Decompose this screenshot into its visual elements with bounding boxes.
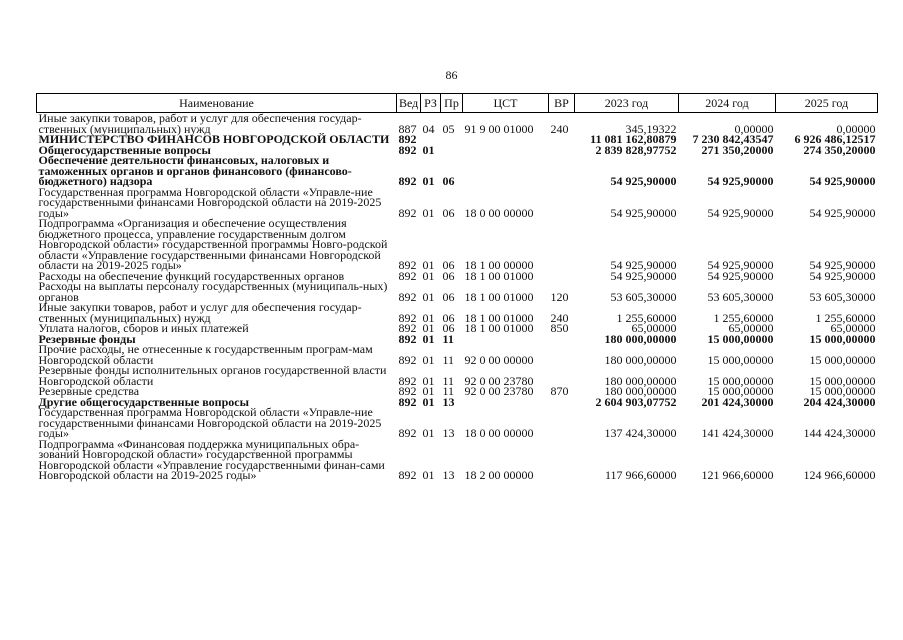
row-pr: 06 [442, 258, 455, 272]
row-vr [549, 271, 575, 282]
row-rz: 01 [422, 268, 435, 283]
row-vr [549, 344, 575, 365]
row-name: Обеспечение деятельности финансовых, налоговых и таможенных органов и органов финансового (финансово-бюджетного) надзора [38, 153, 352, 188]
column-header-2024: 2024 год [679, 94, 776, 113]
row-pr: 05 [442, 121, 455, 136]
page-number: 86 [445, 68, 458, 82]
row-cst: 92 0 00 23780 [464, 384, 534, 398]
column-header-cst: ЦСТ [463, 94, 549, 113]
row-amount-2024: 1 255,60000 [713, 310, 774, 325]
table-row [37, 155, 878, 187]
row-amount-2025: 204 424,30000 [803, 394, 876, 409]
row-name: Прочие расходы, не отнесенные к государственным програм-мам Новгородской области [38, 342, 373, 367]
table-row [37, 113, 878, 135]
row-amount-2025: 54 925,90000 [809, 174, 876, 188]
row-amount-2024: 54 925,90000 [707, 174, 774, 188]
row-pr: 06 [442, 268, 455, 283]
row-rz: 01 [422, 468, 435, 482]
row-amount-2024: 54 925,90000 [707, 258, 774, 272]
row-cst: 91 9 00 01000 [464, 121, 534, 136]
row-name: Расходы на обеспечение функций государственных органов [38, 268, 345, 283]
row-cst: 18 0 00 00000 [464, 205, 534, 220]
row-rz: 01 [422, 310, 435, 325]
row-amount-2023: 345,19322 [625, 121, 677, 136]
row-amount-2025: 1 255,60000 [815, 310, 876, 325]
row-name: МИНИСТЕРСТВО ФИНАНСОВ НОВГОРОДСКОЙ ОБЛАСТИ [38, 132, 390, 146]
column-header-2025: 2025 год [776, 94, 878, 113]
row-rz: 01 [422, 352, 435, 367]
row-amount-2023: 54 925,90000 [610, 258, 677, 272]
row-amount-2023: 137 424,30000 [604, 426, 677, 440]
column-header-ved: Вед [397, 94, 421, 113]
row-ved: 892 [398, 258, 417, 272]
row-amount-2023: 54 925,90000 [610, 205, 677, 220]
row-vr [549, 397, 575, 408]
row-vr: 240 [550, 310, 569, 325]
row-name: Иные закупки товаров, работ и услуг для обеспечения государ-ственных (муниципальных) нужд [38, 111, 362, 136]
row-name: Резервные фонды исполнительных органов государственной власти Новгородской области [38, 363, 387, 388]
row-amount-2023: 180 000,00000 [604, 384, 677, 398]
row-amount-2024: 15 000,00000 [707, 373, 774, 388]
row-vr [549, 218, 575, 271]
row-amount-2023: 54 925,90000 [610, 174, 677, 188]
row-cst: 92 0 00 00000 [464, 352, 534, 367]
row-ved: 887 [398, 121, 417, 136]
row-vr [549, 439, 575, 481]
row-ved: 892 [398, 310, 417, 325]
row-amount-2025: 15 000,00000 [809, 384, 876, 398]
row-ved: 892 [398, 205, 417, 220]
table-row [37, 281, 878, 302]
row-amount-2024: 53 605,30000 [707, 289, 774, 304]
row-amount-2025: 53 605,30000 [809, 289, 876, 304]
row-vr [549, 134, 575, 145]
row-name: Подпрограмма «Финансовая поддержка муниципальных обра-зований Новгородской области» государственной программы Новгородской области «Управление государственными финан-сами Новгородской области на 2019-2025 годы» [38, 436, 385, 482]
row-cst: 18 2 00 00000 [464, 468, 534, 482]
row-ved: 892 [398, 331, 417, 346]
row-pr: 13 [442, 426, 455, 440]
row-cst: 18 1 00 01000 [464, 310, 534, 325]
row-amount-2023: 180 000,00000 [604, 352, 677, 367]
column-header-pr: Пр [441, 94, 463, 113]
row-amount-2025: 15 000,00000 [809, 331, 876, 346]
row-rz: 01 [422, 394, 435, 409]
row-amount-2025: 274 350,20000 [803, 142, 876, 157]
row-pr: 13 [442, 468, 455, 482]
row-ved: 892 [398, 132, 417, 146]
row-amount-2025: 144 424,30000 [803, 426, 876, 440]
budget-table [36, 93, 878, 481]
row-rz: 01 [422, 321, 435, 335]
row-amount-2025: 65,00000 [830, 321, 876, 335]
row-amount-2023: 2 839 828,97752 [595, 142, 677, 157]
column-header-2023: 2023 год [575, 94, 679, 113]
row-cst: 92 0 00 23780 [464, 373, 534, 388]
row-vr [549, 334, 575, 345]
row-rz: 01 [422, 289, 435, 304]
row-amount-2023: 53 605,30000 [610, 289, 677, 304]
column-header-rz: РЗ [421, 94, 441, 113]
row-pr: 06 [442, 174, 455, 188]
row-amount-2025: 6 926 486,12517 [794, 132, 876, 146]
table-header-row [37, 94, 878, 113]
row-name: Резервные средства [38, 384, 140, 398]
row-amount-2025: 0,00000 [836, 121, 876, 136]
row-rz: 01 [422, 142, 435, 157]
row-amount-2024: 54 925,90000 [707, 268, 774, 283]
row-amount-2023: 11 081 162,80879 [590, 132, 677, 146]
row-name: Другие общегосударственные вопросы [38, 394, 249, 409]
row-cst: 18 1 00 01000 [464, 289, 534, 304]
row-pr: 11 [442, 384, 455, 398]
row-amount-2025: 54 925,90000 [809, 268, 876, 283]
row-amount-2024: 201 424,30000 [701, 394, 774, 409]
row-ved: 892 [398, 394, 417, 409]
row-name: Государственная программа Новгородской области «Управле-ние государственными финансами Новгородской области на 2019-2025 годы» [38, 184, 382, 220]
table-row [37, 365, 878, 386]
row-rz: 01 [422, 258, 435, 272]
row-pr: 06 [442, 205, 455, 220]
row-ved: 892 [398, 468, 417, 482]
row-ved: 892 [398, 289, 417, 304]
row-amount-2023: 65,00000 [631, 321, 677, 335]
row-name: Уплата налогов, сборов и иных платежей [38, 321, 249, 335]
row-amount-2025: 54 925,90000 [809, 258, 876, 272]
row-amount-2023: 180 000,00000 [604, 373, 677, 388]
row-rz: 04 [422, 121, 435, 136]
row-ved: 892 [398, 384, 417, 398]
table-row [37, 218, 878, 271]
row-amount-2024: 7 230 842,43547 [692, 132, 774, 146]
row-name: Общегосударственные вопросы [38, 142, 211, 157]
table-row [37, 302, 878, 323]
row-amount-2025: 124 966,60000 [803, 468, 876, 482]
row-pr: 11 [442, 331, 454, 346]
row-cst [463, 134, 549, 145]
row-vr: 850 [550, 321, 569, 335]
row-amount-2025: 54 925,90000 [809, 205, 876, 220]
row-pr: 06 [442, 321, 455, 335]
row-cst: 18 1 00 01000 [464, 321, 534, 335]
row-amount-2024: 15 000,00000 [707, 352, 774, 367]
row-ved: 892 [398, 321, 417, 335]
row-amount-2024: 15 000,00000 [707, 384, 774, 398]
row-amount-2024: 271 350,20000 [701, 142, 774, 157]
row-rz: 01 [422, 331, 435, 346]
row-cst [463, 145, 549, 156]
row-pr: 11 [442, 352, 455, 367]
row-amount-2024: 121 966,60000 [701, 468, 774, 482]
row-vr: 870 [550, 384, 569, 398]
row-ved: 892 [398, 142, 417, 157]
row-vr [549, 145, 575, 156]
table-row [37, 439, 878, 481]
row-pr [441, 134, 463, 145]
row-ved: 892 [398, 426, 417, 440]
table-row [37, 407, 878, 439]
row-amount-2024: 65,00000 [728, 321, 774, 335]
row-amount-2023: 54 925,90000 [610, 268, 677, 283]
row-amount-2023: 117 966,60000 [604, 468, 677, 482]
row-amount-2023: 2 604 903,07752 [595, 394, 677, 409]
row-pr: 06 [442, 289, 455, 304]
table-row [37, 344, 878, 365]
row-name: Расходы на выплаты персоналу государственных (муниципаль-ных) органов [38, 279, 388, 304]
row-rz: 01 [422, 373, 435, 388]
row-rz: 01 [422, 174, 435, 188]
row-vr [549, 407, 575, 439]
row-cst [463, 334, 549, 345]
column-header-vr: ВР [549, 94, 575, 113]
column-header-name: Наименование [37, 94, 397, 113]
row-cst [463, 397, 549, 408]
row-amount-2024: 15 000,00000 [707, 331, 774, 346]
row-vr: 240 [550, 121, 569, 136]
row-ved: 892 [398, 174, 417, 188]
row-name: Государственная программа Новгородской области «Управле-ние государственными финансами Новгородской области на 2019-2025 годы» [38, 405, 382, 440]
row-cst: 18 1 00 00000 [464, 258, 534, 272]
row-rz: 01 [422, 426, 435, 440]
row-amount-2023: 180 000,00000 [604, 331, 677, 346]
row-pr: 06 [442, 310, 455, 325]
row-rz: 01 [422, 384, 435, 398]
row-pr: 13 [442, 394, 455, 409]
row-ved: 892 [398, 373, 417, 388]
row-vr [549, 155, 575, 187]
row-amount-2024: 141 424,30000 [701, 426, 774, 440]
row-vr [549, 187, 575, 219]
row-name: Подпрограмма «Организация и обеспечение осуществления бюджетного процесса, управление государственным долгом Новгородской области» государственной программы Новго-родской области «Управление государственными финансами Новгородской области на 2019-2025 годы» [38, 216, 388, 272]
row-pr: 11 [442, 373, 455, 388]
row-vr: 120 [550, 289, 569, 304]
row-amount-2025: 15 000,00000 [809, 352, 876, 367]
row-ved: 892 [398, 352, 417, 367]
row-pr [441, 145, 463, 156]
row-name: Иные закупки товаров, работ и услуг для обеспечения государ-ственных (муниципальных) нужд [38, 300, 362, 325]
row-name: Резервные фонды [38, 331, 136, 346]
row-amount-2024: 0,00000 [734, 121, 774, 136]
row-rz: 01 [422, 205, 435, 220]
row-vr [549, 365, 575, 386]
row-cst: 18 0 00 00000 [464, 426, 534, 440]
table-row [37, 187, 878, 219]
row-cst: 18 1 00 01000 [464, 268, 534, 283]
row-amount-2023: 1 255,60000 [616, 310, 677, 325]
row-amount-2024: 54 925,90000 [707, 205, 774, 220]
row-amount-2025: 15 000,00000 [809, 373, 876, 388]
row-cst [463, 155, 549, 187]
row-ved: 892 [398, 268, 417, 283]
